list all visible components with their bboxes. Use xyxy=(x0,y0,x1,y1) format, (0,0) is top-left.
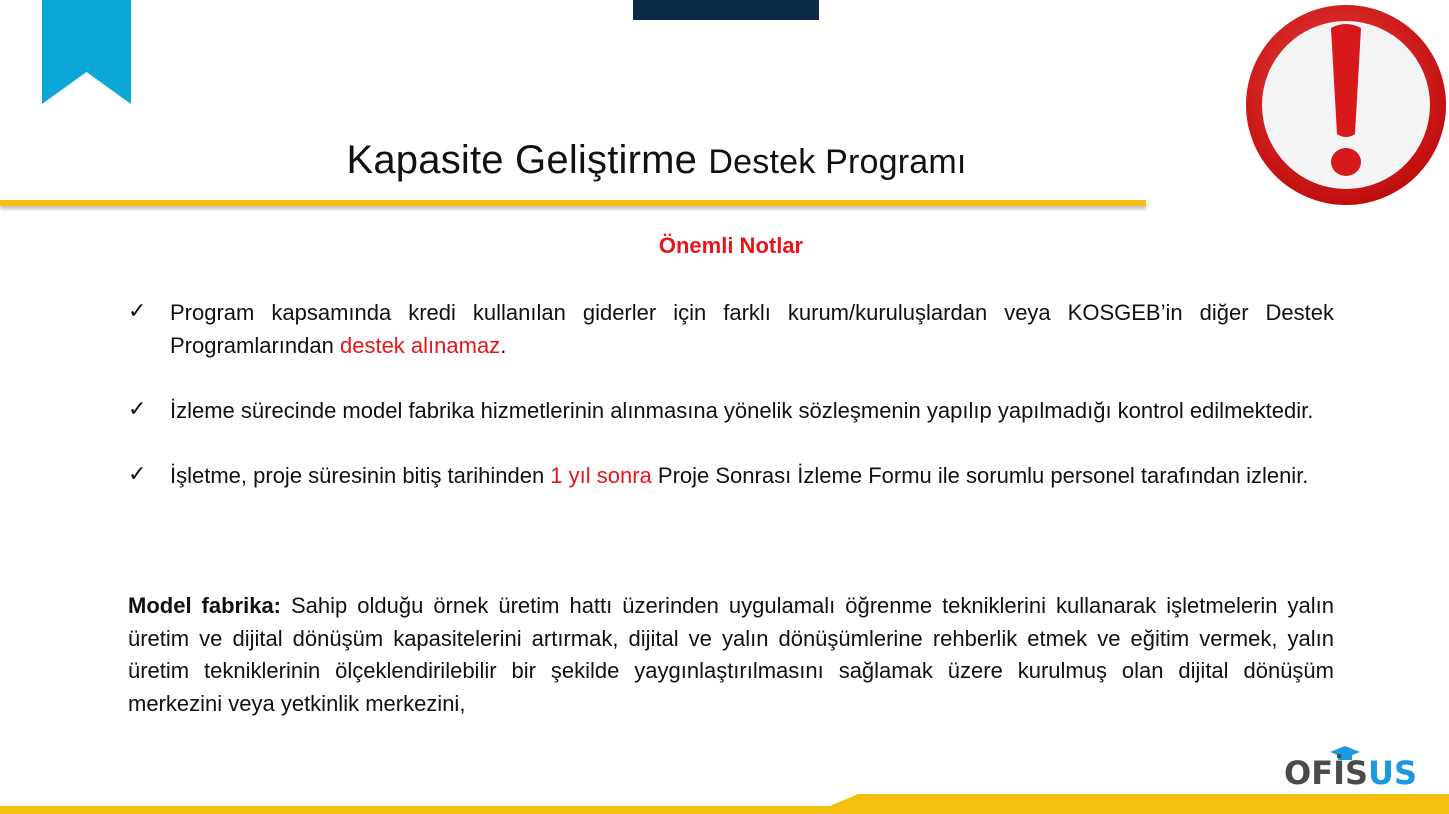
bookmark-icon xyxy=(42,0,131,104)
check-icon: ✓ xyxy=(128,298,147,323)
section-heading: Önemli Notlar xyxy=(658,233,804,258)
definition-paragraph xyxy=(128,590,1334,720)
logo-part-2: US xyxy=(1368,754,1418,792)
title-main: Kapasite Geliştirme xyxy=(346,138,698,182)
check-icon: ✓ xyxy=(128,461,147,486)
title-underline xyxy=(0,200,1146,206)
definition-term: Model fabrika: xyxy=(128,593,282,618)
list-item xyxy=(128,394,1334,427)
logo-part-1: OFİS xyxy=(1284,754,1369,792)
definition-text: Sahip olduğu örnek üretim hattı üzerinden uygulamalı öğrenme tekniklerini kullanarak işletmelerin yalın üretim ve dijital dönüşüm kapasitelerini artırmak, dijital ve yalın dönüşümlerine rehberlik etmek ve eğitim vermek, yalın üretim tekniklerinin ölçeklendirilebilir bir şekilde yaygınlaştırılmasını sağlamak üzere kurulmuş olan dijital dönüşüm merkezini veya yetkinlik merkezini, xyxy=(128,593,1334,716)
note-highlight: destek alınamaz xyxy=(339,333,501,358)
note-text-end: Proje Sonrası İzleme Formu ile sorumlu personel tarafından izlenir. xyxy=(651,463,1309,488)
note-highlight: 1 yıl sonra xyxy=(550,463,652,488)
note-text-end: . xyxy=(500,333,507,358)
bottom-accent-band xyxy=(0,794,1449,814)
page-title xyxy=(0,138,1313,183)
list-item xyxy=(128,459,1334,492)
check-icon: ✓ xyxy=(128,396,147,421)
title-secondary: Destek Programı xyxy=(708,143,967,181)
top-bar xyxy=(633,0,819,20)
list-item xyxy=(128,296,1334,362)
ofisus-logo xyxy=(1284,753,1424,793)
notes-list xyxy=(128,296,1334,524)
note-text: İşletme, proje süresinin bitiş tarihinden xyxy=(170,463,551,488)
note-text: İzleme sürecinde model fabrika hizmetlerinin alınmasına yönelik sözleşmenin yapılıp yapılmadığı kontrol edilmektedir. xyxy=(170,398,1314,423)
note-text: Program kapsamında kredi kullanılan giderler için farklı kurum/kuruluşlardan veya KOSGEB’in diğer Destek Programlarından xyxy=(170,300,1334,358)
